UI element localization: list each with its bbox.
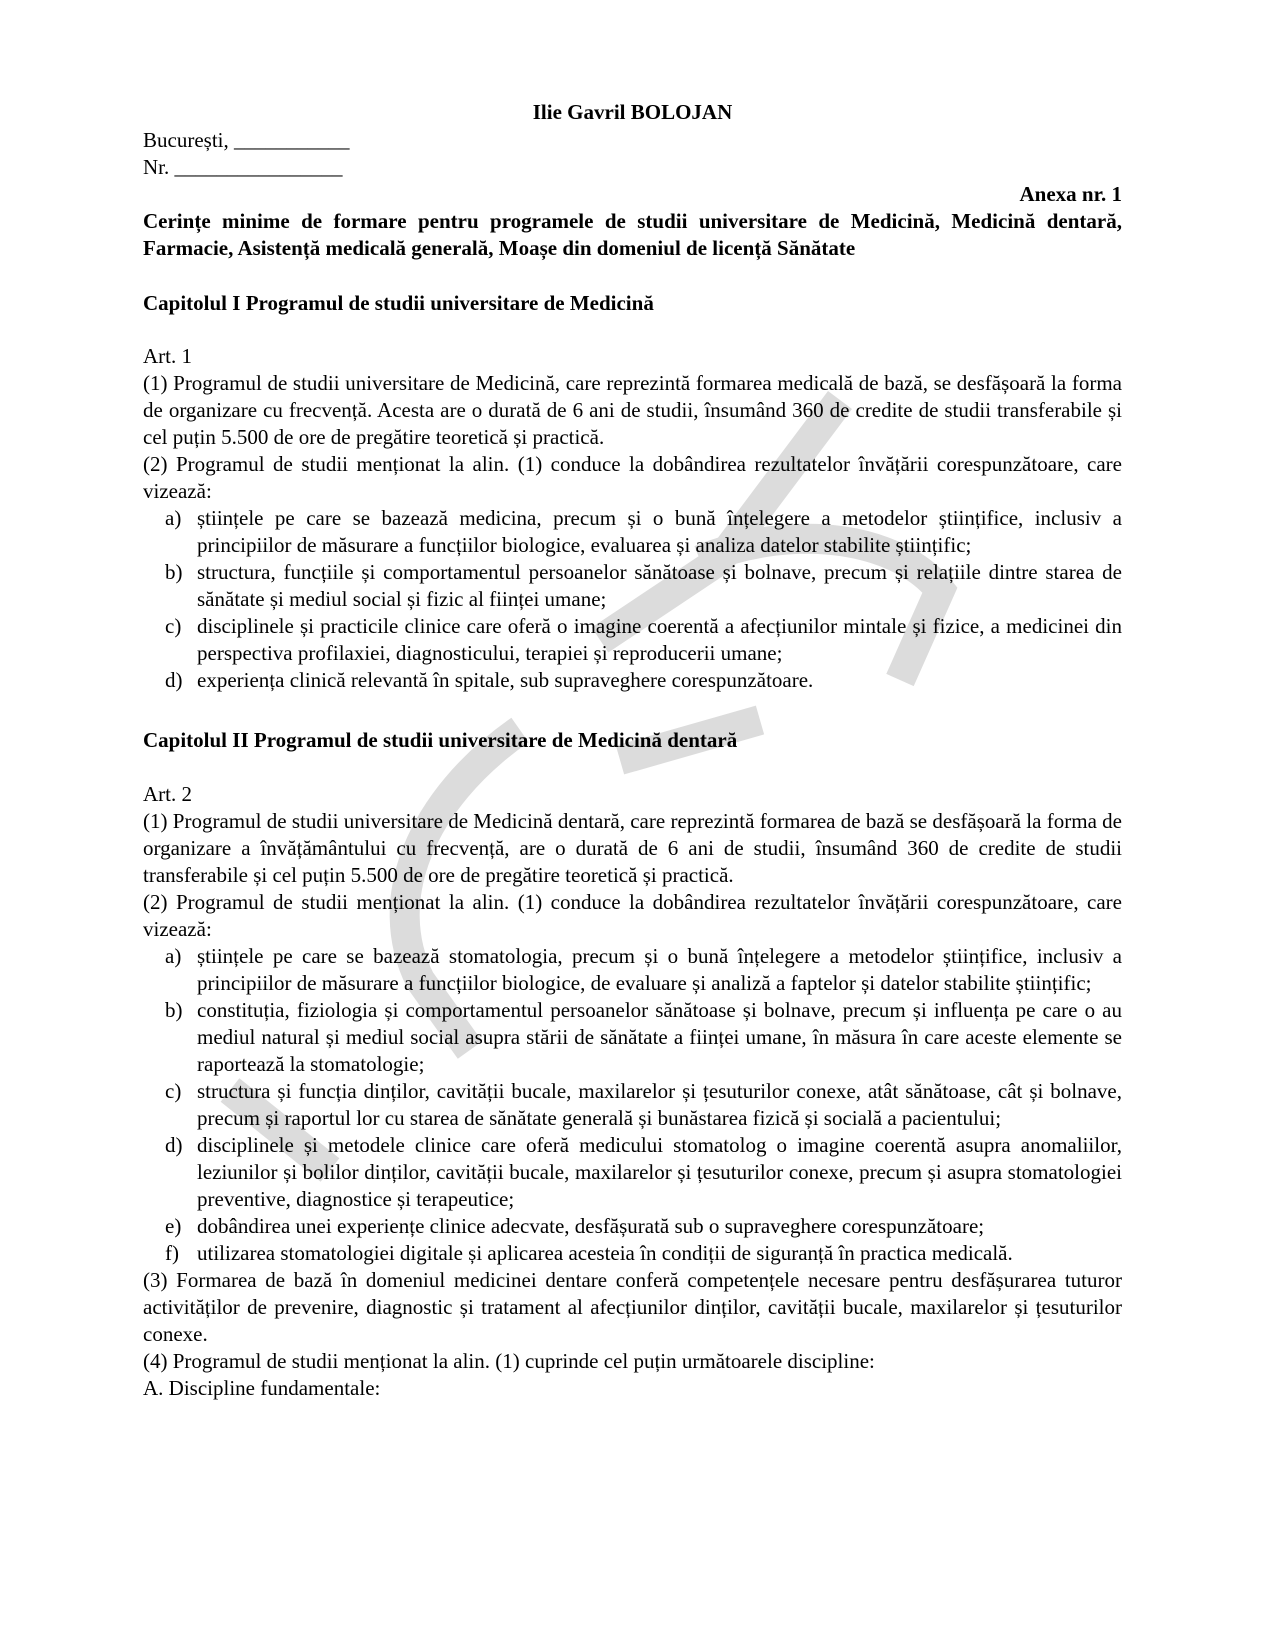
- article-1-label: Art. 1: [143, 344, 192, 368]
- list-item: [143, 943, 1122, 997]
- author-name: Ilie Gavril BOLOJAN: [532, 100, 733, 124]
- list-marker: f): [165, 1241, 179, 1265]
- list-marker: c): [165, 1079, 182, 1103]
- list-marker: b): [165, 560, 183, 584]
- article-2-section-a: A. Discipline fundamentale:: [143, 1376, 381, 1400]
- list-marker: c): [165, 614, 182, 638]
- article-2-para-3: (3) Formarea de bază în domeniul medicinei dentare conferă competențele necesare pentru desfășurarea tuturor activităților de prevenire, diagnostic și tratament al afecțiunilor dinților, cavității bucale, maxilarelor și țesuturilor conexe.: [143, 1268, 1122, 1346]
- article-2-para-2: (2) Programul de studii menționat la alin. (1) conduce la dobândirea rezultatelor învățării corespunzătoare, care vizează:: [143, 890, 1122, 941]
- list-marker: e): [165, 1214, 182, 1238]
- list-text: științele pe care se bazează medicina, precum și o bună înțelegere a metodelor științifice, inclusiv a principiilor de măsurare a funcțiilor biologice, evaluarea și analiza datelor stabilite științific;: [197, 506, 1122, 557]
- article-2-para-4: (4) Programul de studii menționat la alin. (1) cuprinde cel puțin următoarele discipline:: [143, 1349, 875, 1373]
- list-text: structura, funcțiile și comportamentul persoanelor sănătoase și bolnave, precum și relațiile dintre starea de sănătate și mediul social și fizic al ființei umane;: [197, 560, 1122, 611]
- article-1-list: [143, 505, 1122, 694]
- number-line: Nr. ________________: [143, 155, 343, 179]
- list-item: [143, 667, 1122, 694]
- list-text: constituția, fiziologia și comportamentul persoanelor sănătoase și bolnave, precum și influența pe care o au mediul natural și mediul social asupra stării de sănătate a ființei umane, în măsura în care aceste elemente se raportează la stomatologie;: [197, 998, 1122, 1076]
- list-text: experiența clinică relevantă în spitale, sub supraveghere corespunzătoare.: [197, 668, 814, 692]
- document-page: [143, 99, 1122, 1402]
- list-text: disciplinele și practicile clinice care oferă o imagine coerentă a afecțiunilor mintale și fizice, a medicinei din perspectiva profilaxiei, diagnosticului, terapiei și reproducerii umane;: [197, 614, 1122, 665]
- annex-label: Anexa nr. 1: [1019, 182, 1122, 206]
- list-text: științele pe care se bazează stomatologia, precum și o bună înțelegere a metodelor științifice, inclusiv a principiilor de măsurare a funcțiilor biologice, de evaluare și analiză a faptelor și datelor stabilite științific;: [197, 944, 1122, 995]
- list-item: [143, 1132, 1122, 1213]
- list-text: disciplinele și metodele clinice care oferă medicului stomatolog o imagine coerentă asupra anomaliilor, leziunilor și bolilor dinților, cavității bucale, maxilarelor și țesuturilor conexe, precum și asupra stomatologiei preventive, diagnostice și terapeutice;: [197, 1133, 1122, 1211]
- article-1-para-2: (2) Programul de studii menționat la alin. (1) conduce la dobândirea rezultatelor învățării corespunzătoare, care vizează:: [143, 452, 1122, 503]
- list-item: [143, 613, 1122, 667]
- city-date-line: București, ___________: [143, 128, 350, 152]
- article-1-para-1: (1) Programul de studii universitare de Medicină, care reprezintă formarea medicală de bază, se desfășoară la forma de organizare cu frecvență. Acesta are o durată de 6 ani de studii, însumând 360 de credite de studii transferabile și cel puțin 5.500 de ore de pregătire teoretică și practică.: [143, 371, 1122, 449]
- list-item: [143, 1078, 1122, 1132]
- list-marker: d): [165, 1133, 183, 1157]
- list-text: dobândirea unei experiențe clinice adecvate, desfășurată sub o supraveghere corespunzătoare;: [197, 1214, 985, 1238]
- list-marker: d): [165, 668, 183, 692]
- list-text: utilizarea stomatologiei digitale și aplicarea acesteia în condiții de siguranță în practica medicală.: [197, 1241, 1013, 1265]
- list-item: [143, 1240, 1122, 1267]
- list-item: [143, 997, 1122, 1078]
- list-item: [143, 1213, 1122, 1240]
- document-title: Cerințe minime de formare pentru programele de studii universitare de Medicină, Medicină dentară, Farmacie, Asistență medicală generală, Moașe din domeniul de licență Sănătate: [143, 209, 1122, 260]
- list-marker: a): [165, 944, 182, 968]
- list-item: [143, 559, 1122, 613]
- list-marker: a): [165, 506, 182, 530]
- list-marker: b): [165, 998, 183, 1022]
- chapter-1-heading: Capitolul I Programul de studii universitare de Medicină: [143, 291, 654, 315]
- chapter-2-heading: Capitolul II Programul de studii universitare de Medicină dentară: [143, 728, 738, 752]
- article-2-list: [143, 943, 1122, 1267]
- article-2-label: Art. 2: [143, 782, 192, 806]
- article-2-para-1: (1) Programul de studii universitare de Medicină dentară, care reprezintă formarea de bază se desfășoară la forma de organizare a învățământului cu frecvență, are o durată de 6 ani de studii, însumând 360 de credite de studii transferabile și cel puțin 5.500 de ore de pregătire teoretică și practică.: [143, 809, 1122, 887]
- list-item: [143, 505, 1122, 559]
- list-text: structura și funcția dinților, cavității bucale, maxilarelor și țesuturilor conexe, atât sănătoase, cât și bolnave, precum și raportul lor cu starea de sănătate generală și bunăstarea fizică și socială a pacientului;: [197, 1079, 1122, 1130]
